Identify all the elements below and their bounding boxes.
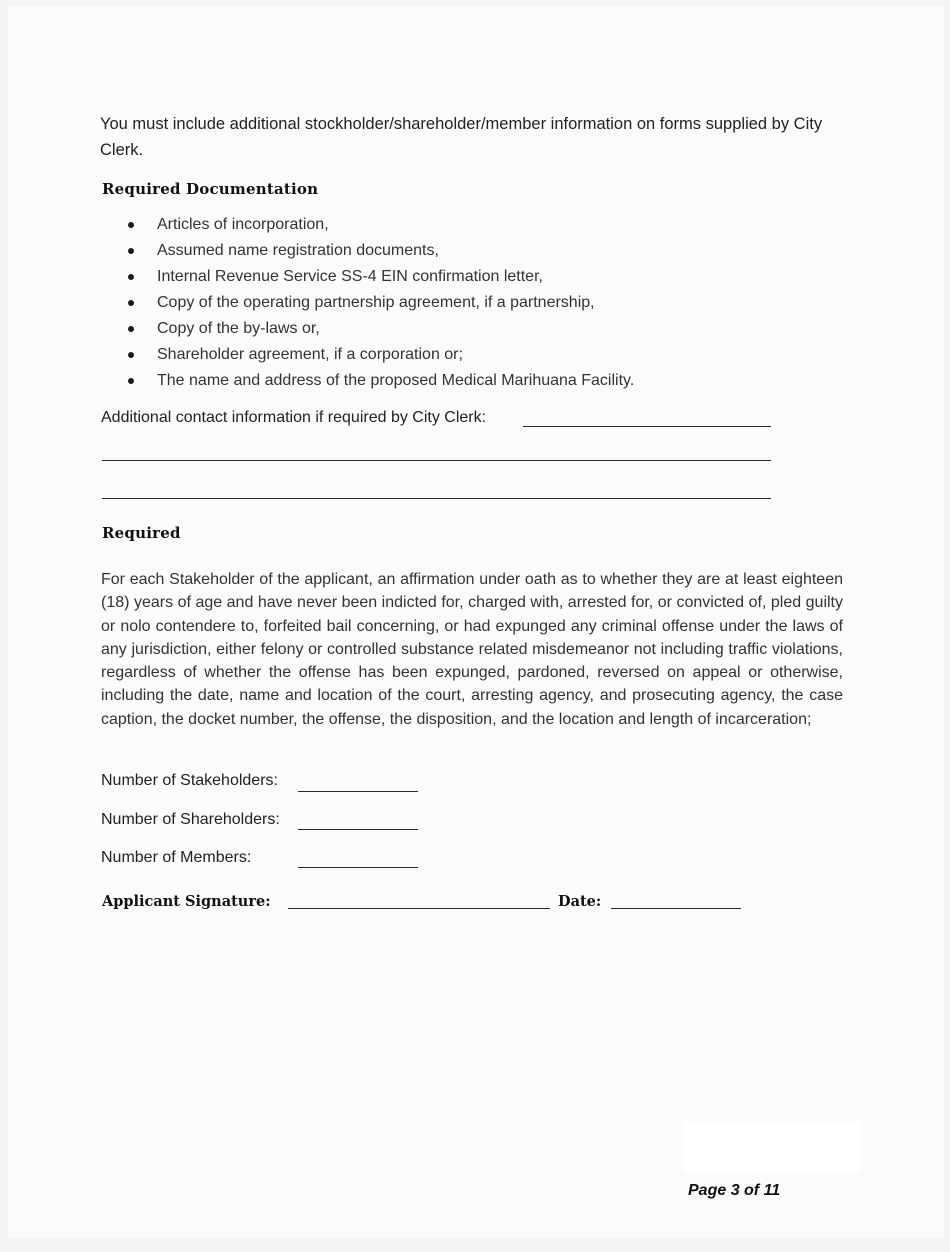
- bullet-icon: [128, 300, 134, 306]
- shareholders-label: Number of Shareholders:: [101, 811, 280, 828]
- bullet-icon: [128, 378, 134, 384]
- stakeholder-affirmation-text: For each Stakeholder of the applicant, an affirmation under oath as to whether they are at least eighteen (18) years of age and have never been indicted for, charged with, arrested for, or convicted of, pled guilty or nolo contendere to, forfeited bail concerning, or had expunged any criminal offense under the laws of any jurisdiction, either felony or controlled substance related misdemeanor not including traffic violations, regardless of whether the offense has been expunged, pardoned, reversed on appeal or otherwise, including the date, name and location of the court, arresting agency, and prosecuting agency, the case caption, the docket number, the offense, the disposition, and the location and length of incarceration;: [101, 571, 843, 728]
- applicant-signature-blank[interactable]: [288, 908, 550, 909]
- stakeholders-label: Number of Stakeholders:: [101, 772, 278, 789]
- contact-info-blank-2[interactable]: [102, 460, 771, 461]
- list-item: Articles of incorporation,: [128, 212, 634, 238]
- bullet-icon: [128, 352, 134, 358]
- documentation-list: [128, 212, 634, 394]
- blank-box: [684, 1122, 860, 1172]
- bullet-icon: [128, 326, 134, 332]
- contact-info-blank-1[interactable]: [523, 426, 771, 427]
- date-blank[interactable]: [611, 908, 741, 909]
- list-item: Copy of the operating partnership agreement, if a partnership,: [128, 290, 634, 316]
- date-label: Date:: [558, 893, 602, 910]
- bullet-icon: [128, 222, 134, 228]
- list-item: Shareholder agreement, if a corporation or;: [128, 342, 634, 368]
- contact-info-blank-3[interactable]: [102, 498, 771, 499]
- document-page: [8, 6, 944, 1238]
- bullet-icon: [128, 274, 134, 280]
- stakeholders-blank[interactable]: [298, 791, 418, 792]
- page-number: Page 3 of 11: [688, 1182, 781, 1199]
- required-heading: Required: [102, 524, 181, 542]
- list-item: Internal Revenue Service SS-4 EIN confirmation letter,: [128, 264, 634, 290]
- contact-info-label: Additional contact information if required by City Clerk:: [101, 409, 487, 426]
- bullet-icon: [128, 248, 134, 254]
- list-item: The name and address of the proposed Medical Marihuana Facility.: [128, 368, 634, 394]
- list-item: Copy of the by-laws or,: [128, 316, 634, 342]
- required-documentation-heading: Required Documentation: [102, 180, 319, 198]
- members-label: Number of Members:: [101, 849, 252, 866]
- intro-text: You must include additional stockholder/shareholder/member information on forms supplied by City Clerk.: [100, 115, 823, 159]
- shareholders-blank[interactable]: [298, 829, 418, 830]
- list-item: Assumed name registration documents,: [128, 238, 634, 264]
- applicant-signature-label: Applicant Signature:: [102, 893, 271, 910]
- members-blank[interactable]: [298, 867, 418, 868]
